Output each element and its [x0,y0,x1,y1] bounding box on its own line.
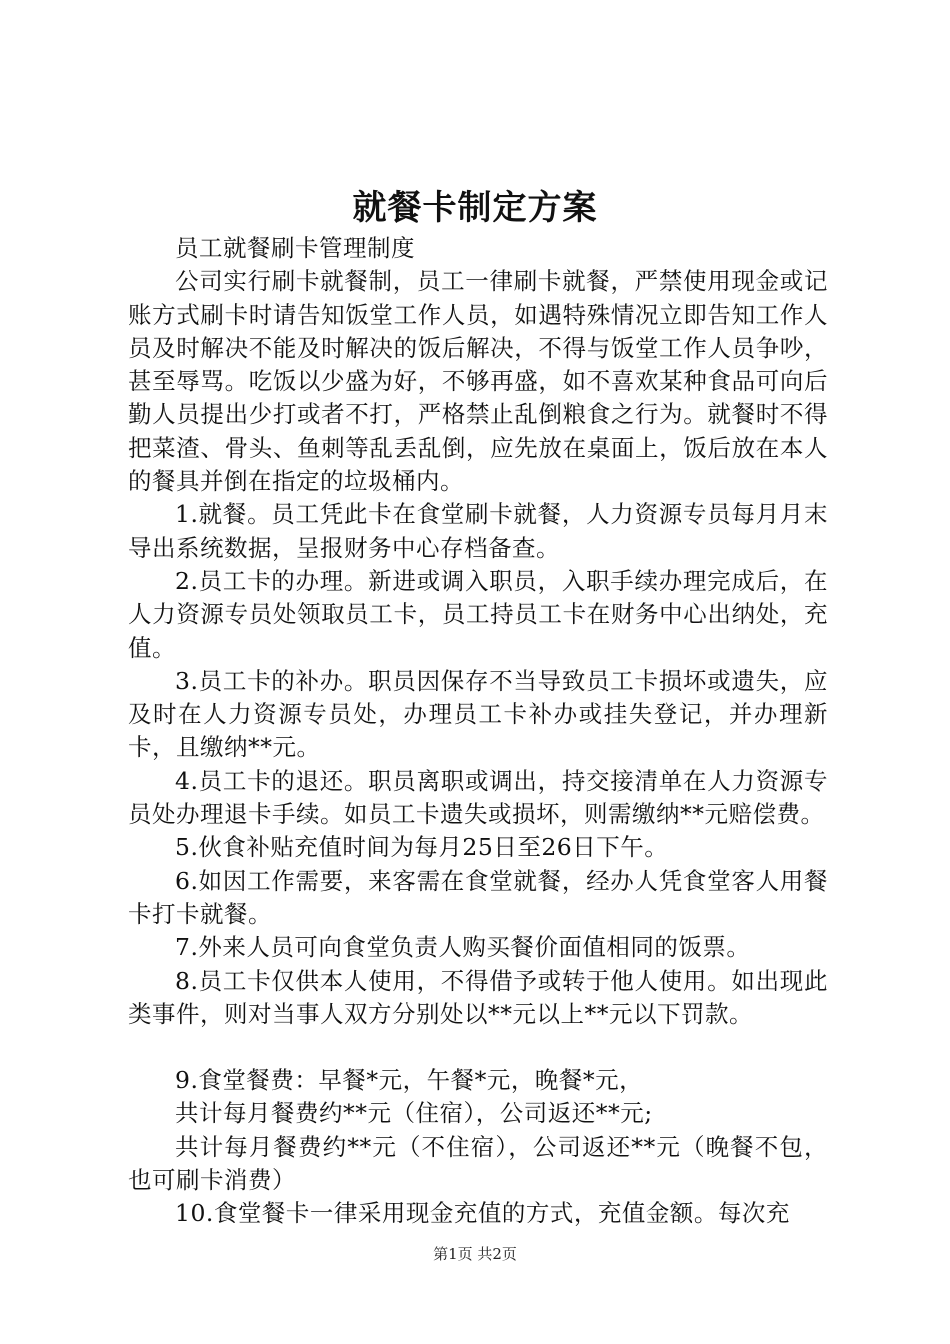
rule-paragraph-9: 9.食堂餐费：早餐*元，午餐*元，晚餐*元， [175,1066,644,1095]
meal-cost-line-non-boarding: 共计每月餐费约**元（不住宿），公司返还**元（晚餐不包，也可刷卡消费） [128,1132,828,1195]
section-heading: 员工就餐刷卡管理制度 [175,234,415,262]
rule-paragraph-1: 1.就餐。员工凭此卡在食堂刷卡就餐，人力资源专员每月月末导出系统数据，呈报财务中心存档备查。 [128,500,828,562]
rule-paragraph-8: 8.员工卡仅供本人使用，不得借予或转于他人使用。如出现此类事件，则对当事人双方分别处以**元以上**元以下罚款。 [128,966,828,1028]
rule-paragraph-5: 5.伙食补贴充值时间为每月25日至26日下午。 [175,833,669,862]
document-body [128,232,828,1231]
intro-paragraph: 公司实行刷卡就餐制，员工一律刷卡就餐，严禁使用现金或记账方式刷卡时请告知饭堂工作人员，如遇特殊情况立即告知工作人员及时解决不能及时解决的饭后解决，不得与饭堂工作人员争吵，甚至辱骂。吃饭以少盛为好，不够再盛，如不喜欢某种食品可向后勤人员提出少打或者不打，严格禁止乱倒粮食之行为。就餐时不得把菜渣、骨头、鱼刺等乱丢乱倒，应先放在桌面上，饭后放在本人的餐具并倒在指定的垃圾桶内。 [128,267,828,496]
page-footer: 第1页 共2页 [433,1245,517,1263]
document-title: 就餐卡制定方案 [352,188,598,228]
rule-paragraph-6: 6.如因工作需要，来客需在食堂就餐，经办人凭食堂客人用餐卡打卡就餐。 [128,866,828,928]
rule-paragraph-2: 2.员工卡的办理。新进或调入职员，入职手续办理完成后，在人力资源专员处领取员工卡，员工持员工卡在财务中心出纳处，充值。 [128,566,828,662]
rule-paragraph-3: 3.员工卡的补办。职员因保存不当导致员工卡损坏或遗失，应及时在人力资源专员处，办理员工卡补办或挂失登记，并办理新卡，且缴纳**元。 [128,666,828,762]
meal-cost-line-boarding: 共计每月餐费约**元（住宿），公司返还**元; [175,1099,653,1128]
rule-paragraph-4: 4.员工卡的退还。职员离职或调出，持交接清单在人力资源专员处办理退卡手续。如员工卡遗失或损坏，则需缴纳**元赔偿费。 [128,766,828,829]
rule-paragraph-10: 10.食堂餐卡一律采用现金充值的方式，充值金额。每次充 [175,1199,790,1228]
rule-paragraph-7: 7.外来人员可向食堂负责人购买餐价面值相同的饭票。 [175,933,751,962]
